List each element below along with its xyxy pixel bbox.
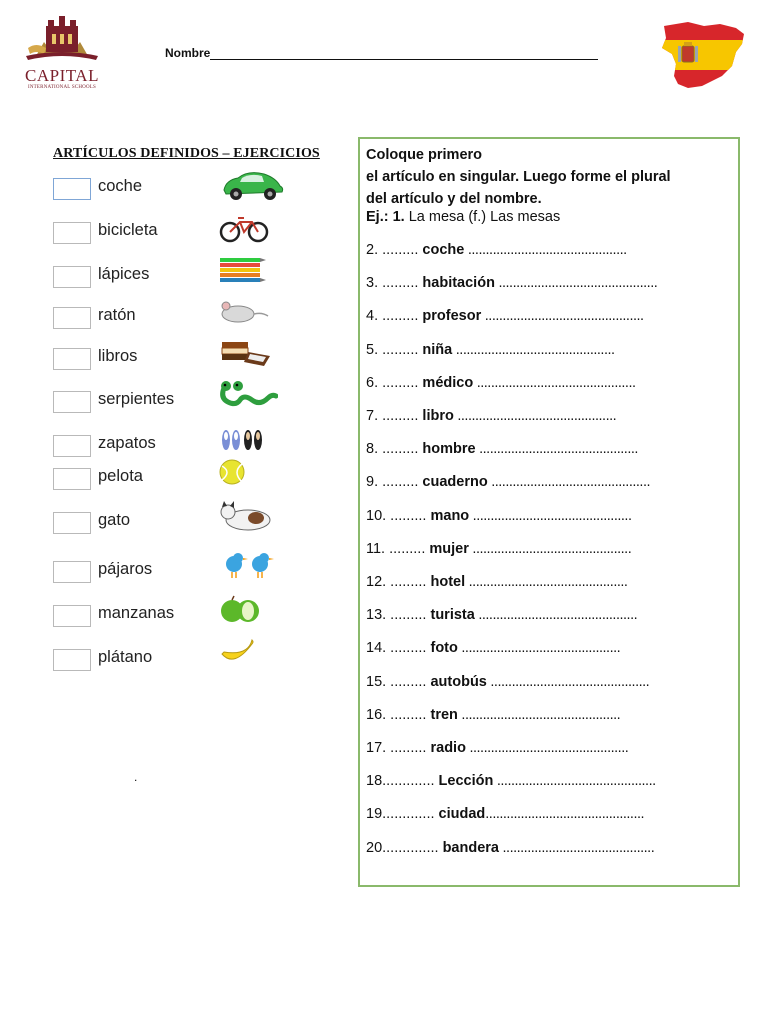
item-number[interactable]: 7. ......... — [366, 408, 423, 424]
item-number[interactable]: 10. ......... — [366, 507, 431, 524]
vocab-word: lápices — [98, 265, 150, 283]
item-word: hotel — [430, 574, 466, 590]
vocab-word: pájaros — [98, 560, 153, 578]
answer-line[interactable]: ............................................. — [453, 408, 617, 424]
instructions — [366, 144, 671, 210]
item-word: habitación — [422, 275, 495, 292]
item-word: Lección — [438, 773, 494, 790]
exercise-item — [366, 840, 654, 856]
bicycle-icon — [218, 212, 270, 246]
exercise-item — [366, 342, 615, 358]
example-line — [366, 209, 560, 225]
apples-icon — [218, 594, 270, 628]
item-word: libro — [422, 408, 454, 424]
answer-line[interactable]: ............................................. — [475, 441, 638, 458]
item-word: hombre — [422, 441, 476, 458]
vocab-word: libros — [98, 347, 138, 365]
item-word: niña — [422, 341, 453, 358]
car-icon — [218, 168, 270, 202]
answer-box[interactable] — [53, 391, 91, 413]
answer-line[interactable]: ............................................. — [452, 341, 615, 358]
exercise-item — [366, 806, 644, 822]
answer-line[interactable]: ............................................. — [481, 308, 644, 325]
exercise-item — [366, 275, 657, 291]
item-word: ciudad — [438, 806, 486, 823]
pencils-icon — [218, 254, 270, 288]
instruction-line: del artículo y del nombre. — [366, 191, 542, 207]
answer-line[interactable]: ............................................. — [474, 607, 638, 624]
answer-line[interactable]: ............................................. — [457, 706, 621, 723]
answer-line[interactable]: ........................................... — [498, 839, 655, 856]
item-number[interactable]: 17. ......... — [366, 740, 431, 756]
vocab-word: plátano — [98, 648, 153, 666]
answer-line[interactable]: ............................................. — [485, 806, 645, 823]
item-number[interactable]: 12. ......... — [366, 574, 431, 590]
section-title: ARTÍCULOS DEFINIDOS – EJERCICIOS — [53, 146, 320, 161]
answer-box[interactable] — [53, 348, 91, 370]
item-number[interactable]: 20.............. — [366, 839, 443, 856]
answer-box[interactable] — [53, 222, 91, 244]
item-number[interactable]: 15. ......... — [366, 673, 431, 690]
logo-name: CAPITAL — [25, 66, 99, 85]
vocab-word: bicicleta — [98, 221, 158, 239]
answer-line[interactable]: ............................................. — [464, 242, 627, 258]
answer-line[interactable]: ............................................. — [487, 474, 651, 491]
item-number[interactable]: 4. ......... — [366, 308, 423, 325]
item-word: mano — [430, 507, 470, 524]
mouse-icon — [218, 298, 270, 332]
snakes-icon — [218, 378, 270, 412]
vocab-word: coche — [98, 177, 143, 195]
answer-box[interactable] — [53, 307, 91, 329]
exercise-item — [366, 375, 636, 391]
instruction-line: el artículo en singular. Luego forme el plural — [366, 169, 671, 185]
item-word: radio — [430, 740, 466, 756]
item-number[interactable]: 9. ......... — [366, 474, 423, 491]
answer-line[interactable]: ............................................. — [493, 773, 656, 790]
item-word: profesor — [422, 308, 482, 325]
vocab-word: gato — [98, 511, 131, 529]
vocab-word: manzanas — [98, 604, 175, 622]
answer-box[interactable] — [53, 266, 91, 288]
item-number[interactable]: 6. ......... — [366, 374, 423, 391]
shoes-icon — [218, 424, 270, 458]
answer-box[interactable] — [53, 561, 91, 583]
item-number[interactable]: 18............. — [366, 773, 439, 790]
books-icon — [218, 336, 270, 370]
cat-icon — [218, 500, 270, 534]
item-number[interactable]: 8. ......... — [366, 441, 423, 458]
vocab-word: pelota — [98, 467, 143, 485]
item-word: foto — [430, 640, 458, 657]
vocab-word: zapatos — [98, 434, 156, 452]
item-word: coche — [422, 242, 465, 258]
item-number[interactable]: 16. ......... — [366, 706, 431, 723]
item-number[interactable]: 11. ......... — [366, 540, 430, 557]
exercise-item — [366, 508, 631, 524]
exercise-item — [366, 441, 638, 457]
banana-icon — [218, 636, 270, 670]
answer-box[interactable] — [53, 605, 91, 627]
item-number[interactable]: 5. ......... — [366, 341, 423, 358]
answer-line[interactable]: ............................................. — [473, 374, 636, 391]
item-word: autobús — [430, 673, 487, 690]
item-number[interactable]: 2. ......... — [366, 242, 423, 258]
vocab-word: ratón — [98, 306, 136, 324]
name-field[interactable] — [165, 46, 598, 60]
birds-icon — [218, 548, 270, 582]
exercise-item — [366, 541, 631, 557]
item-word: tren — [430, 706, 458, 723]
answer-line[interactable]: ............................................. — [486, 673, 650, 690]
instruction-line: Coloque primero — [366, 147, 483, 163]
answer-box[interactable] — [53, 178, 91, 200]
exercise-item — [366, 707, 620, 723]
example-text: La mesa (f.) Las mesas — [404, 209, 561, 225]
item-number[interactable]: 3. ......... — [366, 275, 423, 292]
exercise-item — [366, 640, 620, 656]
exercise-item — [366, 674, 649, 690]
item-number[interactable]: 13. ......... — [366, 607, 431, 624]
exercise-item — [366, 607, 637, 623]
answer-box[interactable] — [53, 468, 91, 490]
name-label: Nombre — [165, 46, 211, 60]
answer-line[interactable]: ............................................. — [465, 740, 629, 756]
ball-icon — [218, 456, 270, 490]
logo-subtitle: INTERNATIONAL SCHOOLS — [27, 85, 97, 90]
answer-line[interactable]: ............................................. — [468, 540, 632, 557]
school-logo — [22, 12, 102, 94]
answer-line[interactable]: ............................................. — [465, 574, 628, 590]
name-line[interactable] — [210, 47, 598, 60]
answer-line[interactable]: ............................................. — [469, 507, 632, 524]
answer-line[interactable]: ............................................. — [457, 640, 621, 657]
stray-dot: . — [134, 770, 138, 784]
vocab-word: serpientes — [98, 390, 175, 408]
castle-crest-icon — [22, 12, 102, 68]
exercise-item — [366, 773, 656, 789]
exercise-item — [366, 574, 627, 590]
exercise-item — [366, 474, 650, 490]
item-number[interactable]: 19............. — [366, 806, 439, 823]
item-word: cuaderno — [422, 474, 488, 491]
item-number[interactable]: 14. ......... — [366, 640, 431, 657]
answer-box[interactable] — [53, 435, 91, 457]
item-word: bandera — [442, 839, 499, 856]
answer-box[interactable] — [53, 512, 91, 534]
exercise-item — [366, 740, 628, 756]
exercise-item — [366, 308, 644, 324]
item-word: turista — [430, 607, 475, 624]
answer-box[interactable] — [53, 649, 91, 671]
exercise-item — [366, 408, 616, 424]
item-word: médico — [422, 374, 474, 391]
spain-map-flag-icon — [658, 18, 750, 92]
example-label: Ej.: 1. — [366, 209, 405, 225]
item-word: mujer — [429, 540, 469, 557]
exercise-item — [366, 242, 627, 258]
answer-line[interactable]: ............................................. — [494, 275, 658, 292]
